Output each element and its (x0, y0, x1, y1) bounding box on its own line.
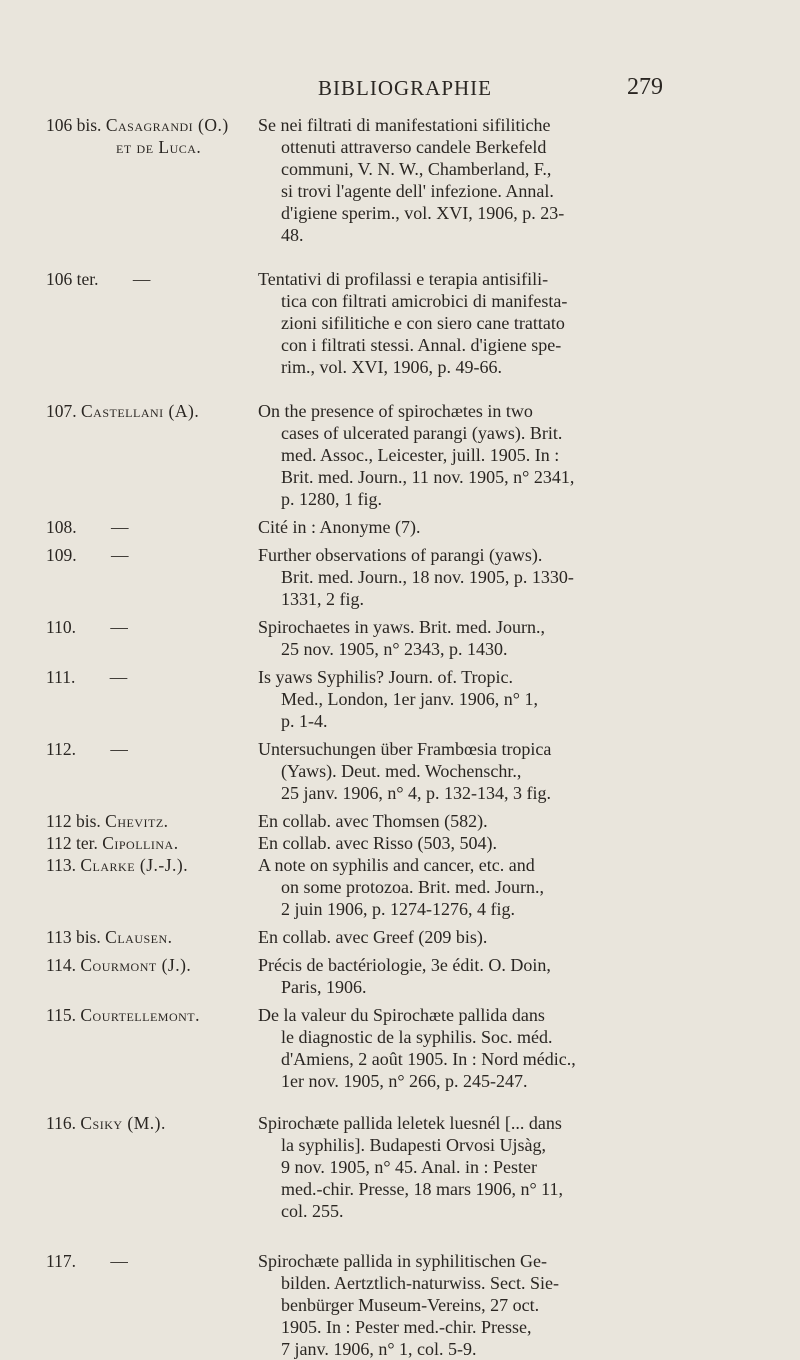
entry-citation (250, 1112, 755, 1222)
entry-label (0, 954, 250, 976)
entry-label (0, 738, 250, 760)
entry-label (0, 616, 250, 638)
citation-line: p. 1280, 1 fig. (281, 489, 382, 509)
bib-entry (0, 810, 800, 832)
entry-citation (250, 1004, 755, 1092)
entry-coauthor: et de Luca. (116, 137, 202, 157)
entry-number: 113 bis. (46, 927, 101, 947)
entry-number: 112 ter. (46, 833, 98, 853)
entry-number-author (46, 616, 250, 638)
entry-number: 110. (46, 617, 76, 637)
bib-entry (0, 926, 800, 948)
citation-line: On the presence of spirochætes in two (258, 401, 533, 421)
header-title: BIBLIOGRAPHIE (318, 76, 492, 100)
citation-line: 25 nov. 1905, n° 2343, p. 1430. (281, 639, 508, 659)
bib-entry (0, 854, 800, 920)
citation-line: 7 janv. 1906, n° 1, col. 5-9. (281, 1339, 477, 1359)
citation-line: 1er nov. 1905, n° 266, p. 245-247. (281, 1071, 528, 1091)
entry-label (0, 1112, 250, 1134)
citation-line: rim., vol. XVI, 1906, p. 49-66. (281, 357, 502, 377)
entry-author: Courtellemont. (80, 1005, 201, 1025)
entry-number: 113. (46, 855, 76, 875)
entry-citation (250, 832, 755, 854)
citation-line: En collab. avec Thomsen (582). (258, 811, 488, 831)
page-number: 279 (627, 74, 663, 100)
entry-number: 106 ter. (46, 269, 99, 289)
entry-number: 109. (46, 545, 77, 565)
bib-entry (0, 738, 800, 804)
citation-line: d'igiene sperim., vol. XVI, 1906, p. 23- (281, 203, 565, 223)
citation-line: zioni sifilitiche e con siero cane trattato (281, 313, 565, 333)
entry-citation (250, 400, 755, 510)
bib-entry (0, 268, 800, 378)
entry-citation (250, 544, 755, 610)
bib-entry (0, 1112, 800, 1222)
citation-line: la syphilis]. Budapesti Orvosi Ujsàg, (281, 1135, 546, 1155)
entry-citation (250, 114, 755, 246)
entry-label (0, 268, 250, 290)
entry-citation (250, 1250, 755, 1360)
entry-number: 117. (46, 1251, 76, 1271)
entry-author: — (110, 739, 128, 759)
entry-number-author (46, 400, 250, 422)
bibliography-list (0, 114, 800, 1360)
entry-author: Chevitz. (105, 811, 169, 831)
entry-author: Clausen. (105, 927, 173, 947)
citation-line: 25 janv. 1906, n° 4, p. 132-134, 3 fig. (281, 783, 552, 803)
citation-line: Brit. med. Journ., 11 nov. 1905, n° 2341, (281, 467, 575, 487)
bib-entry (0, 544, 800, 610)
entry-number: 112. (46, 739, 76, 759)
citation-line: En collab. avec Greef (209 bis). (258, 927, 488, 947)
entry-number-author (46, 832, 250, 854)
citation-line: Tentativi di profilassi e terapia antisifili- (258, 269, 549, 289)
citation-line: En collab. avec Risso (503, 504). (258, 833, 497, 853)
entry-number-author (46, 810, 250, 832)
citation-line: 1331, 2 fig. (281, 589, 364, 609)
entry-author: Clarke (J.-J.). (80, 855, 189, 875)
entry-citation (250, 854, 755, 920)
citation-line: Spirochaetes in yaws. Brit. med. Journ., (258, 617, 545, 637)
entry-author: — (132, 269, 151, 289)
entry-label (0, 926, 250, 948)
citation-line: Spirochæte pallida leletek luesnél [... dans (258, 1113, 562, 1133)
citation-line: Spirochæte pallida in syphilitischen Ge- (258, 1251, 547, 1271)
entry-citation (250, 268, 755, 378)
entry-number: 115. (46, 1005, 76, 1025)
entry-number-author (46, 516, 250, 538)
citation-line: p. 1-4. (281, 711, 328, 731)
entry-author: Cipollina. (102, 833, 179, 853)
entry-label (0, 544, 250, 566)
citation-line: Is yaws Syphilis? Journ. of. Tropic. (258, 667, 514, 687)
entry-author: Castellani (A). (81, 401, 200, 421)
citation-line: Paris, 1906. (281, 977, 367, 997)
entry-number: 112 bis. (46, 811, 101, 831)
entry-number-author (46, 738, 250, 760)
bib-entry (0, 666, 800, 732)
citation-line: Brit. med. Journ., 18 nov. 1905, p. 1330- (281, 567, 574, 587)
entry-author: — (111, 517, 129, 537)
entry-label (0, 854, 250, 876)
entry-label (0, 400, 250, 422)
entry-number-author (46, 268, 250, 290)
citation-line: (Yaws). Deut. med. Wochenschr., (281, 761, 522, 781)
bib-entry (0, 832, 800, 854)
entry-number-author (46, 926, 250, 948)
entry-label (0, 666, 250, 688)
citation-line: cases of ulcerated parangi (yaws). Brit. (281, 423, 563, 443)
bib-entry (0, 616, 800, 660)
bib-entry (0, 114, 800, 246)
entry-author: — (109, 667, 128, 687)
entry-author: Casagrandi (O.) (105, 115, 229, 135)
entry-number: 107. (46, 401, 77, 421)
bib-entry (0, 1250, 800, 1360)
citation-line: Untersuchungen über Frambœsia tropica (258, 739, 552, 759)
entry-label (0, 832, 250, 854)
citation-line: communi, V. N. W., Chamberland, F., (281, 159, 552, 179)
bib-entry (0, 516, 800, 538)
citation-line: Med., London, 1er janv. 1906, n° 1, (281, 689, 538, 709)
entry-number-author (46, 854, 250, 876)
citation-line: De la valeur du Spirochæte pallida dans (258, 1005, 545, 1025)
citation-line: med. Assoc., Leicester, juill. 1905. In : (281, 445, 560, 465)
citation-line: ottenuti attraverso candele Berkefeld (281, 137, 547, 157)
bib-entry (0, 400, 800, 510)
citation-line: A note on syphilis and cancer, etc. and (258, 855, 535, 875)
entry-label (0, 810, 250, 832)
entry-citation (250, 738, 755, 804)
entry-citation (250, 810, 755, 832)
citation-line: d'Amiens, 2 août 1905. In : Nord médic., (281, 1049, 576, 1069)
citation-line: Further observations of parangi (yaws). (258, 545, 543, 565)
citation-line: 2 juin 1906, p. 1274-1276, 4 fig. (281, 899, 515, 919)
entry-label (0, 1004, 250, 1026)
entry-number: 111. (46, 667, 76, 687)
entry-label (0, 516, 250, 538)
citation-line: 1905. In : Pester med.-chir. Presse, (281, 1317, 532, 1337)
citation-line: 9 nov. 1905, n° 45. Anal. in : Pester (281, 1157, 538, 1177)
entry-number: 114. (46, 955, 76, 975)
citation-line: si trovi l'agente dell' infezione. Annal. (281, 181, 554, 201)
entry-number-author (46, 1112, 250, 1134)
entry-author: Csiky (M.). (80, 1113, 166, 1133)
bib-entry (0, 954, 800, 998)
citation-line: on some protozoa. Brit. med. Journ., (281, 877, 544, 897)
citation-line: Cité in : Anonyme (7). (258, 517, 421, 537)
citation-line: Se nei filtrati di manifestationi sifilitiche (258, 115, 551, 135)
citation-line: col. 255. (281, 1201, 344, 1221)
citation-line: con i filtrati stessi. Annal. d'igiene spe- (281, 335, 562, 355)
entry-author: Courmont (J.). (80, 955, 192, 975)
citation-line: bilden. Aertztlich-naturwiss. Sect. Sie- (281, 1273, 559, 1293)
entry-citation (250, 954, 755, 998)
citation-line: med.-chir. Presse, 18 mars 1906, n° 11, (281, 1179, 563, 1199)
citation-line: 48. (281, 225, 304, 245)
entry-citation (250, 926, 755, 948)
entry-author: — (111, 545, 129, 565)
citation-line: le diagnostic de la syphilis. Soc. méd. (281, 1027, 553, 1047)
entry-label (0, 1250, 250, 1272)
entry-number: 116. (46, 1113, 76, 1133)
citation-line: benbürger Museum-Vereins, 27 oct. (281, 1295, 540, 1315)
citation-line: Précis de bactériologie, 3e édit. O. Doin, (258, 955, 551, 975)
entry-number-author (46, 666, 250, 688)
entry-number-author (46, 954, 250, 976)
entry-citation (250, 516, 755, 538)
entry-number: 106 bis. (46, 115, 102, 135)
entry-number-author (46, 544, 250, 566)
entry-author: — (110, 1251, 128, 1271)
bib-entry (0, 1004, 800, 1092)
entry-number-author (46, 1004, 250, 1026)
entry-citation (250, 616, 755, 660)
entry-number-author (46, 1250, 250, 1272)
entry-label (0, 114, 250, 158)
entry-number: 108. (46, 517, 77, 537)
entry-number-author (46, 114, 250, 136)
running-header (0, 76, 800, 106)
entry-citation (250, 666, 755, 732)
citation-line: tica con filtrati amicrobici di manifesta- (281, 291, 568, 311)
entry-author: — (110, 617, 128, 637)
